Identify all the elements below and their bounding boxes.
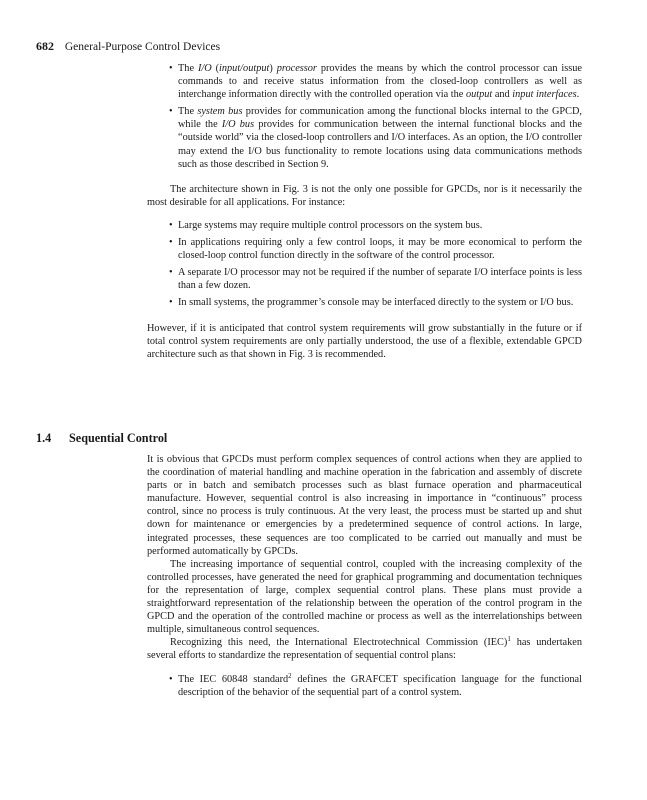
paragraph-architecture: The architecture shown in Fig. 3 is not the only one possible for GPCDs, nor is it necessarily the most desirable for all applications. For instance:: [147, 183, 582, 208]
bullet-mark: •: [169, 267, 173, 279]
list-item: [147, 219, 582, 232]
section-number: 1.4: [36, 431, 52, 445]
text-run: The: [178, 63, 198, 74]
text-run: (: [211, 63, 220, 74]
term-output: output: [465, 89, 493, 101]
term-input-interfaces: input interfaces: [512, 89, 577, 101]
section-heading: [36, 431, 167, 446]
bullet-io-processor: [147, 62, 582, 101]
text-run: ): [269, 63, 277, 74]
bullet-mark: •: [169, 63, 173, 74]
bullet-mark: •: [169, 237, 173, 249]
list-item-text: In small systems, the programmer’s console may be interfaced directly to the system or I/O bus.: [178, 297, 574, 309]
footnote-ref: 1: [507, 635, 511, 644]
body-top: [147, 62, 582, 361]
text-run: The: [178, 106, 198, 118]
text-run: The IEC 60848 standard: [178, 673, 289, 685]
section-paragraph-3: [147, 636, 582, 662]
term-io: I/O: [197, 63, 212, 74]
section-paragraph-2: The increasing importance of sequential control, coupled with the increasing complexity of the controlled processes, have generated the need for graphical programming and documentation techniques for the representation of large, complex sequential control plans. These plans must provide a straightforward representation of the relationship between the operation of the control program in the GPCD and the operation of the controlled machine or process as well as the interrelationships between multiple, simultaneous control sequences.: [147, 558, 582, 636]
text-run: provides for communication between the internal functional blocks and the “outside world” via the closed-loop controllers and I/O interfaces. As an option, the I/O controller may extend the I/O bus functionality to remote locations using data communications methods such as those described in Section 9.: [178, 119, 583, 170]
text-run: .: [576, 89, 580, 101]
bullet-system-bus: [147, 105, 582, 170]
bullet-mark: •: [169, 219, 173, 231]
list-item: [147, 296, 582, 309]
list-item-text: In applications requiring only a few control loops, it may be more economical to perform the closed-loop control function directly in the software of the control processor.: [178, 237, 582, 262]
text-run: Recognizing this need, the International Electrotechnical Commission (IEC): [170, 637, 508, 649]
bullet-iec-60848: [147, 673, 582, 699]
text-run: provides the means by which the control processor can issue commands to and receive status information from the closed-loop controllers as well as interchange information directly with the controlled operation via the: [178, 63, 582, 101]
term-system-bus: system bus: [197, 106, 243, 118]
term-processor: processor: [276, 63, 317, 74]
text-run: has undertaken several efforts to standardize the representation of sequential control plans:: [147, 637, 582, 662]
footnote-ref: 2: [288, 671, 292, 680]
text-run: defines the GRAFCET specification language for the functional description of the behavior of the sequential part of a control system.: [178, 673, 582, 698]
list-architecture-options: [147, 219, 582, 310]
section-title: Sequential Control: [69, 431, 168, 445]
running-header: [36, 39, 220, 54]
list-item: [147, 266, 582, 292]
term-input-output: input/output: [219, 63, 270, 74]
term-io-bus: I/O bus: [221, 119, 255, 131]
list-item-text: A separate I/O processor may not be required if the number of separate I/O interface points is less than a few dozen.: [178, 267, 582, 292]
bullet-mark: •: [169, 673, 173, 685]
bullet-mark: •: [169, 106, 173, 118]
bullet-mark: •: [169, 297, 173, 309]
section-body: [147, 453, 582, 703]
text-run: and: [492, 89, 513, 101]
paragraph-however: However, if it is anticipated that control system requirements will grow substantially in the future or if total control system requirements are only partially understood, the use of a flexible, extendable GPCD architecture such as that shown in Fig. 3 is recommended.: [147, 322, 582, 360]
section-paragraph-1: It is obvious that GPCDs must perform complex sequences of control actions when they are applied to the coordination of material handling and machine operation in the fabrication and assembly of discrete parts or in batch and semibatch processes such as blast furnace operation and pharmaceutical manufacture. However, sequential control is also increasing in importance in “continuous” process control, since no process is truly continuous. At the very least, the process must be started up and shut down for maintenance or emergencies by a predetermined sequence of control actions. In large, integrated processes, these sequences are too complicated to be carried out manually and must be performed automatically by GPCDs.: [147, 454, 582, 557]
running-title: General-Purpose Control Devices: [64, 41, 221, 53]
list-item-text: Large systems may require multiple control processors on the system bus.: [178, 219, 483, 231]
page-number: 682: [36, 39, 54, 53]
text-run: provides for communication among the functional blocks internal to the GPCD, while the: [178, 106, 582, 131]
list-item: [147, 236, 582, 262]
